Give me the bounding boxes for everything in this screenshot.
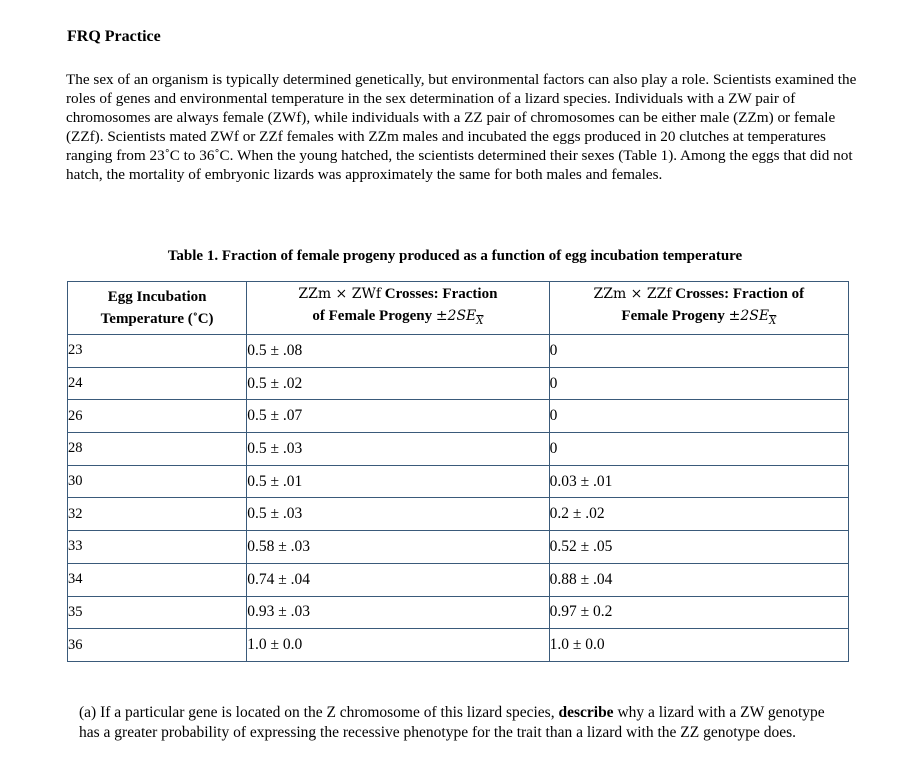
intro-paragraph: The sex of an organism is typically determined genetically, but environmental factors can also play a role. Scientists examined the roles of genes and environmental temperature in the sex determination of a lizard species. Individuals with a ZW pair of chromosomes are always female (ZWf), while individuals with a ZZ pair of chromosomes can be either male (ZZm) or female (ZZf). Scientists mated ZWf or ZZf females with ZZm males and incubated the eggs produced in 20 clutches at temperatures ranging from 23˚C to 36˚C. When the young hatched, the scientists determined their sexes (Table 1). Among the eggs that did not hatch, the mortality of embryonic lizards was approximately the same for both males and females.	[66, 71, 857, 183]
cell-temperature: 32	[68, 498, 247, 531]
header-zzf-cross: ZZm × ZZf Crosses: Fraction of Female Progeny $\pm 2SE_{\overline{X}}$	[549, 282, 848, 335]
cell-zzf-fraction: 0	[549, 367, 848, 400]
cell-zwf-fraction: 0.5 ± .08	[247, 335, 549, 368]
header-temperature-line1: Egg Incubation	[107, 289, 207, 305]
header-temperature-line2: Temperature (˚C)	[100, 311, 214, 327]
header-zwf-cross: ZZm × ZWf Crosses: Fraction of Female Progeny $\pm 2SE_{\overline{X}}$	[247, 282, 549, 335]
header-zzf-cross-formula: ZZm × ZZf	[593, 286, 672, 302]
table-row	[68, 596, 849, 629]
table-caption: Table 1. Fraction of female progeny produced as a function of egg incubation temperature	[167, 248, 743, 264]
cell-temperature: 35	[68, 596, 247, 629]
question-a-suffix: why a lizard with a ZW genotype has a greater probability of expressing the recessive phenotype for the trait than a lizard with the ZZ genotype does.	[79, 704, 825, 741]
cell-temperature: 30	[68, 465, 247, 498]
cell-zzf-fraction: 0.97 ± 0.2	[549, 596, 848, 629]
table-row	[68, 465, 849, 498]
cell-zwf-fraction: 0.74 ± .04	[247, 563, 549, 596]
question-a	[79, 703, 849, 742]
header-zzf-cross-line2: Female Progeny	[621, 308, 729, 324]
header-zzf-cross-line1: Crosses: Fraction of	[671, 286, 805, 302]
cell-temperature: 33	[68, 531, 247, 564]
header-temperature	[68, 282, 247, 335]
question-a-keyword: describe	[558, 704, 614, 721]
cell-zzf-fraction: 0	[549, 400, 848, 433]
table-row	[68, 367, 849, 400]
table-row	[68, 400, 849, 433]
question-a-prefix: (a) If a particular gene is located on the Z chromosome of this lizard species,	[79, 704, 559, 721]
table-header-row	[68, 282, 849, 335]
cell-zzf-fraction: 0.88 ± .04	[549, 563, 848, 596]
cell-zzf-fraction: 1.0 ± 0.0	[549, 629, 848, 662]
cell-zzf-fraction: 0.03 ± .01	[549, 465, 848, 498]
cell-zwf-fraction: 1.0 ± 0.0	[247, 629, 549, 662]
table-row	[68, 531, 849, 564]
cell-zzf-fraction: 0	[549, 335, 848, 368]
table-row	[68, 335, 849, 368]
cell-temperature: 23	[68, 335, 247, 368]
cell-zzf-fraction: 0.52 ± .05	[549, 531, 848, 564]
table-row	[68, 629, 849, 662]
table-row	[68, 433, 849, 466]
cell-temperature: 28	[68, 433, 247, 466]
header-zwf-se: ±2SE	[435, 308, 477, 324]
cell-temperature: 34	[68, 563, 247, 596]
cell-zwf-fraction: 0.58 ± .03	[247, 531, 549, 564]
header-zzf-se: ±2SE	[728, 308, 770, 324]
cell-zzf-fraction: 0	[549, 433, 848, 466]
header-zwf-cross-line1: Crosses: Fraction	[381, 286, 498, 302]
header-zwf-cross-line2: of Female Progeny	[312, 308, 436, 324]
data-table	[67, 281, 849, 662]
cell-zzf-fraction: 0.2 ± .02	[549, 498, 848, 531]
page-heading: FRQ Practice	[67, 28, 161, 45]
cell-temperature: 26	[68, 400, 247, 433]
cell-zwf-fraction: 0.5 ± .03	[247, 433, 549, 466]
cell-zwf-fraction: 0.5 ± .03	[247, 498, 549, 531]
cell-temperature: 24	[68, 367, 247, 400]
table-row	[68, 563, 849, 596]
cell-zwf-fraction: 0.5 ± .01	[247, 465, 549, 498]
cell-zwf-fraction: 0.93 ± .03	[247, 596, 549, 629]
cell-zwf-fraction: 0.5 ± .02	[247, 367, 549, 400]
cell-temperature: 36	[68, 629, 247, 662]
cell-zwf-fraction: 0.5 ± .07	[247, 400, 549, 433]
table-row	[68, 498, 849, 531]
header-zwf-cross-formula: ZZm × ZWf	[298, 286, 382, 302]
